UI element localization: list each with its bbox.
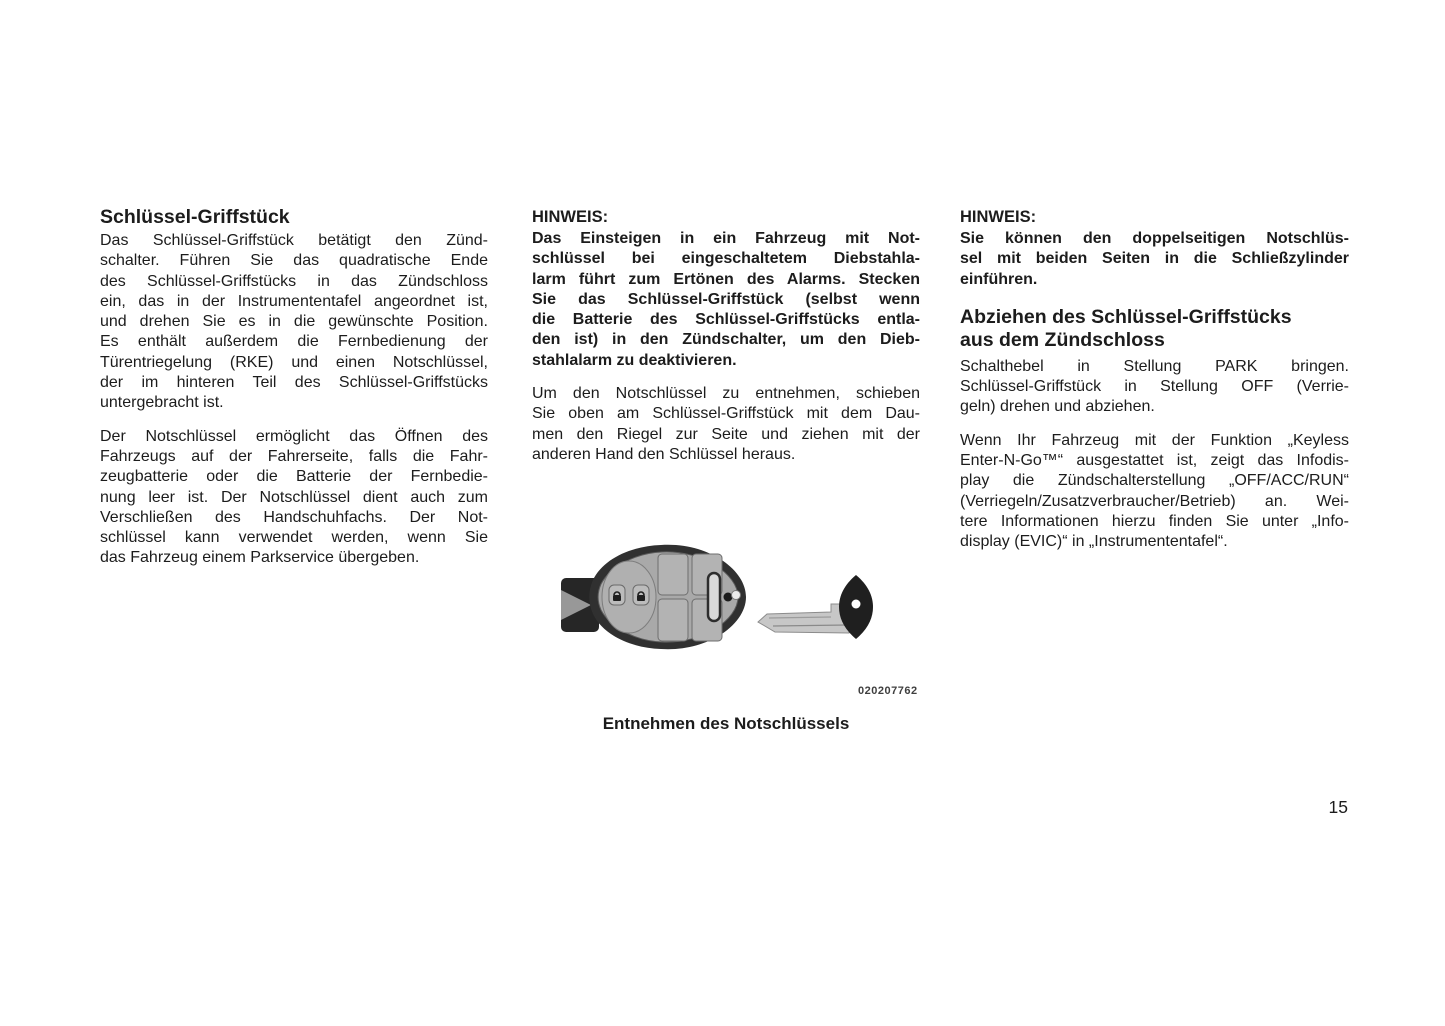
text-line: den ist) in den Zündschalter, um den Dieb-	[532, 331, 920, 349]
paragraph	[100, 427, 488, 569]
text-line: Türentriegelung (RKE) und einen Notschlüssel,	[100, 353, 488, 371]
text-line: stahlalarm zu deaktivieren.	[532, 351, 737, 369]
text-line: tere Informationen hierzu finden Sie unter „Info-	[960, 512, 1349, 530]
note-label: HINWEIS:	[960, 208, 1037, 226]
section-title-line: Abziehen des Schlüssel-Griffstücks	[960, 305, 1292, 328]
page-number: 15	[1328, 797, 1348, 817]
text-line: nung leer ist. Der Notschlüssel dient auch zum	[100, 488, 488, 506]
text-line: Verschließen des Handschuhfachs. Der Not-	[100, 508, 488, 526]
text-line: Sie das Schlüssel-Griffstück (selbst wenn	[532, 290, 920, 308]
text-line: Schalthebel in Stellung PARK bringen.	[960, 357, 1349, 375]
figure-reference-code: 020207762	[858, 685, 918, 697]
text-line: display (EVIC)“ in „Instrumententafel“.	[960, 533, 1228, 551]
text-line: Es enthält außerdem die Fernbedienung der	[100, 333, 488, 351]
paragraph	[532, 384, 920, 465]
text-line: Schlüssel-Griffstück in Stellung OFF (Verrie-	[960, 378, 1349, 396]
text-line: zeugbatterie oder die Batterie der Fernbedie-	[100, 468, 488, 486]
text-line: der im hinteren Teil des Schlüssel-Griffstücks	[100, 374, 488, 392]
text-line: einführen.	[960, 270, 1038, 288]
note-paragraph	[960, 229, 1349, 290]
section-title-abziehen	[960, 306, 1349, 353]
text-line: anderen Hand den Schlüssel heraus.	[532, 445, 796, 463]
text-line: men den Riegel zur Seite und ziehen mit der	[532, 425, 920, 443]
paragraph	[100, 231, 488, 414]
lock-button-icon	[633, 585, 649, 605]
column-right	[960, 206, 1349, 553]
section-title-schluessel-griffstueck: Schlüssel-Griffstück	[100, 206, 290, 228]
paragraph	[960, 357, 1349, 418]
text-line: Fahrzeugs auf der Fahrerseite, falls die Fahr-	[100, 447, 488, 465]
text-line: Um den Notschlüssel zu entnehmen, schieben	[532, 385, 920, 403]
text-line: die Batterie des Schlüssel-Griffstücks entla-	[532, 311, 920, 329]
text-line: schlüssel kann verwendet werden, wenn Sie	[100, 529, 488, 547]
text-line: Wenn Ihr Fahrzeug mit der Funktion „Keyless	[960, 431, 1349, 449]
text-line: untergebracht ist.	[100, 394, 224, 412]
text-line: des Schlüssel-Griffstücks in das Zündschloss	[100, 272, 488, 290]
text-line: Sie oben am Schlüssel-Griffstück mit dem Dau-	[532, 405, 920, 423]
text-line: Das Einsteigen in ein Fahrzeug mit Not-	[532, 230, 920, 247]
note-label: HINWEIS:	[532, 208, 609, 226]
key-fob-image	[561, 545, 746, 649]
text-line: Sie können den doppelseitigen Notschlüs-	[960, 230, 1349, 247]
text-line: das Fahrzeug einem Parkservice übergeben.	[100, 549, 420, 567]
figure-caption: Entnehmen des Notschlüssels	[602, 714, 850, 733]
emergency-key-image	[758, 575, 873, 639]
text-line: larm führt zum Ertönen des Alarms. Stecken	[532, 270, 920, 288]
text-line: geln) drehen und abziehen.	[960, 398, 1155, 416]
text-line: play die Zündschalterstellung „OFF/ACC/RUN“	[960, 472, 1349, 490]
text-line: (Verriegeln/Zusatzverbraucher/Betrieb) an. Wei-	[960, 492, 1349, 510]
text-line: sel mit beiden Seiten in die Schließzylinder	[960, 250, 1349, 268]
note-paragraph	[532, 229, 920, 371]
text-line: und drehen Sie es in die gewünschte Position.	[100, 313, 488, 331]
text-line: Das Schlüssel-Griffstück betätigt den Zünd-	[100, 232, 488, 249]
text-line: schalter. Führen Sie das quadratische Ende	[100, 252, 488, 270]
text-line: Enter-N-Go™“ ausgestattet ist, zeigt das Infodis-	[960, 452, 1349, 470]
text-line: ein, das in der Instrumententafel angeordnet ist,	[100, 292, 488, 310]
text-line: schlüssel bei eingeschaltetem Diebstahla-	[532, 250, 920, 268]
text-line: Der Notschlüssel ermöglicht das Öffnen des	[100, 427, 488, 445]
column-left	[100, 206, 488, 569]
paragraph	[960, 431, 1349, 553]
section-title-line: aus dem Zündschloss	[960, 329, 1165, 352]
unlock-button-icon	[609, 585, 625, 605]
column-center	[532, 206, 920, 465]
panic-button-icon	[708, 573, 720, 621]
